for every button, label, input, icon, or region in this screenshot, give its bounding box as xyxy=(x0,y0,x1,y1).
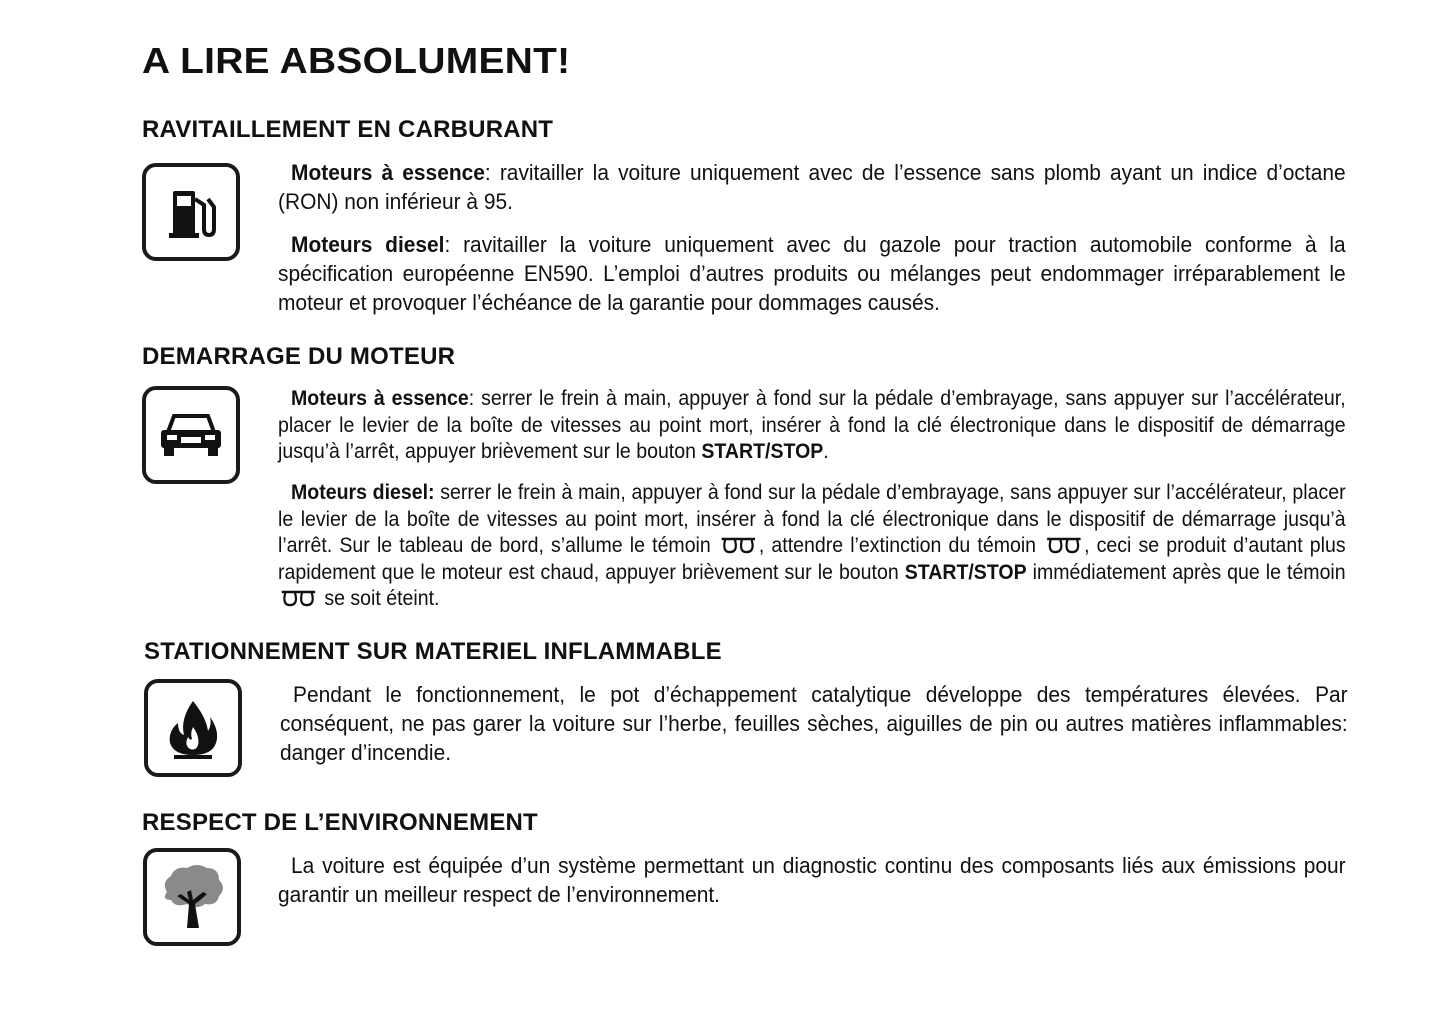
start-petrol-paragraph xyxy=(278,386,1346,466)
fuel-diesel-paragraph xyxy=(278,230,1346,317)
section-heading-parking: STATIONNEMENT SUR MATERIEL INFLAMMABLE xyxy=(144,638,722,665)
car-front-icon xyxy=(142,386,240,484)
tree-icon xyxy=(143,848,241,946)
section-heading-fuel: RAVITAILLEMENT EN CARBURANT xyxy=(142,116,554,143)
fuel-petrol-paragraph xyxy=(278,158,1346,216)
start-stop-label: START/STOP xyxy=(904,560,1027,584)
fuel-petrol-text: : ravitailler la voiture uniquement avec de l’essence sans plomb ayant un indice d’octane (RON) non inférieur à 95. xyxy=(278,160,1346,214)
environment-text: La voiture est équipée d’un système permettant un diagnostic continu des composants liés aux émissions pour garantir un meilleur respect de l’environnement. xyxy=(278,853,1346,907)
start-diesel-text-b: , attendre l’extinction du témoin xyxy=(758,534,1044,557)
fuel-petrol-lead: Moteurs à essence xyxy=(291,160,485,185)
start-petrol-end: . xyxy=(823,440,829,463)
start-stop-label: START/STOP xyxy=(701,440,824,463)
parking-text: Pendant le fonctionnement, le pot d’échappement catalytique développe des températures élevées. Par conséquent, ne pas garer la voiture sur l’herbe, feuilles sèches, aiguilles de pin ou autres matières inflammables: danger d’incendie. xyxy=(280,682,1348,765)
glow-plug-icon xyxy=(278,588,319,608)
start-diesel-lead: Moteurs diesel: xyxy=(291,481,435,504)
glow-plug-icon xyxy=(1043,535,1084,555)
page-title: A LIRE ABSOLUMENT! xyxy=(142,40,571,81)
section-heading-start: DEMARRAGE DU MOTEUR xyxy=(142,343,456,370)
start-diesel-text-d: immédiatement après que le témoin xyxy=(1026,560,1346,584)
environment-paragraph xyxy=(278,851,1346,909)
start-diesel-paragraph xyxy=(278,480,1346,613)
section-heading-environment: RESPECT DE L’ENVIRONNEMENT xyxy=(142,809,538,836)
start-petrol-lead: Moteurs à essence xyxy=(291,387,469,410)
start-diesel-text-a: serrer le frein à main, appuyer à fond sur la pédale d’embrayage, sans appuyer sur l’accélérateur, placer le levier de la boîte de vitesses au point mort, insérer à fond la clé électronique dans le dispositif de démarrage jusqu’à l’arrêt. Sur le tableau de bord, s’allume le témoin xyxy=(278,481,1346,557)
start-petrol-text: : serrer le frein à main, appuyer à fond sur la pédale d’embrayage, sans appuyer sur l’accélérateur, placer le levier de la boîte de vitesses au point mort, insérer à fond la clé électronique dans le dispositif de démarrage jusqu’à l’arrêt, appuyer brièvement sur le bouton xyxy=(278,387,1346,463)
start-diesel-text-c: , ceci se produit d’autant plus rapidement que le moteur est chaud, appuyer brièvement sur le bouton xyxy=(278,534,1346,584)
flame-icon xyxy=(144,679,242,777)
fuel-pump-icon xyxy=(142,163,240,261)
fuel-diesel-text: : ravitailler la voiture uniquement avec du gazole pour traction automobile conforme à la spécification européenne EN590. L’emploi d’autres produits ou mélanges peut endommager irréparablement le moteur et provoquer l’échéance de la garantie pour dommages causés. xyxy=(278,232,1346,315)
fuel-diesel-lead: Moteurs diesel xyxy=(291,232,445,257)
parking-paragraph xyxy=(280,680,1348,767)
glow-plug-icon xyxy=(718,535,759,555)
start-diesel-text-e: se soit éteint. xyxy=(318,587,440,610)
